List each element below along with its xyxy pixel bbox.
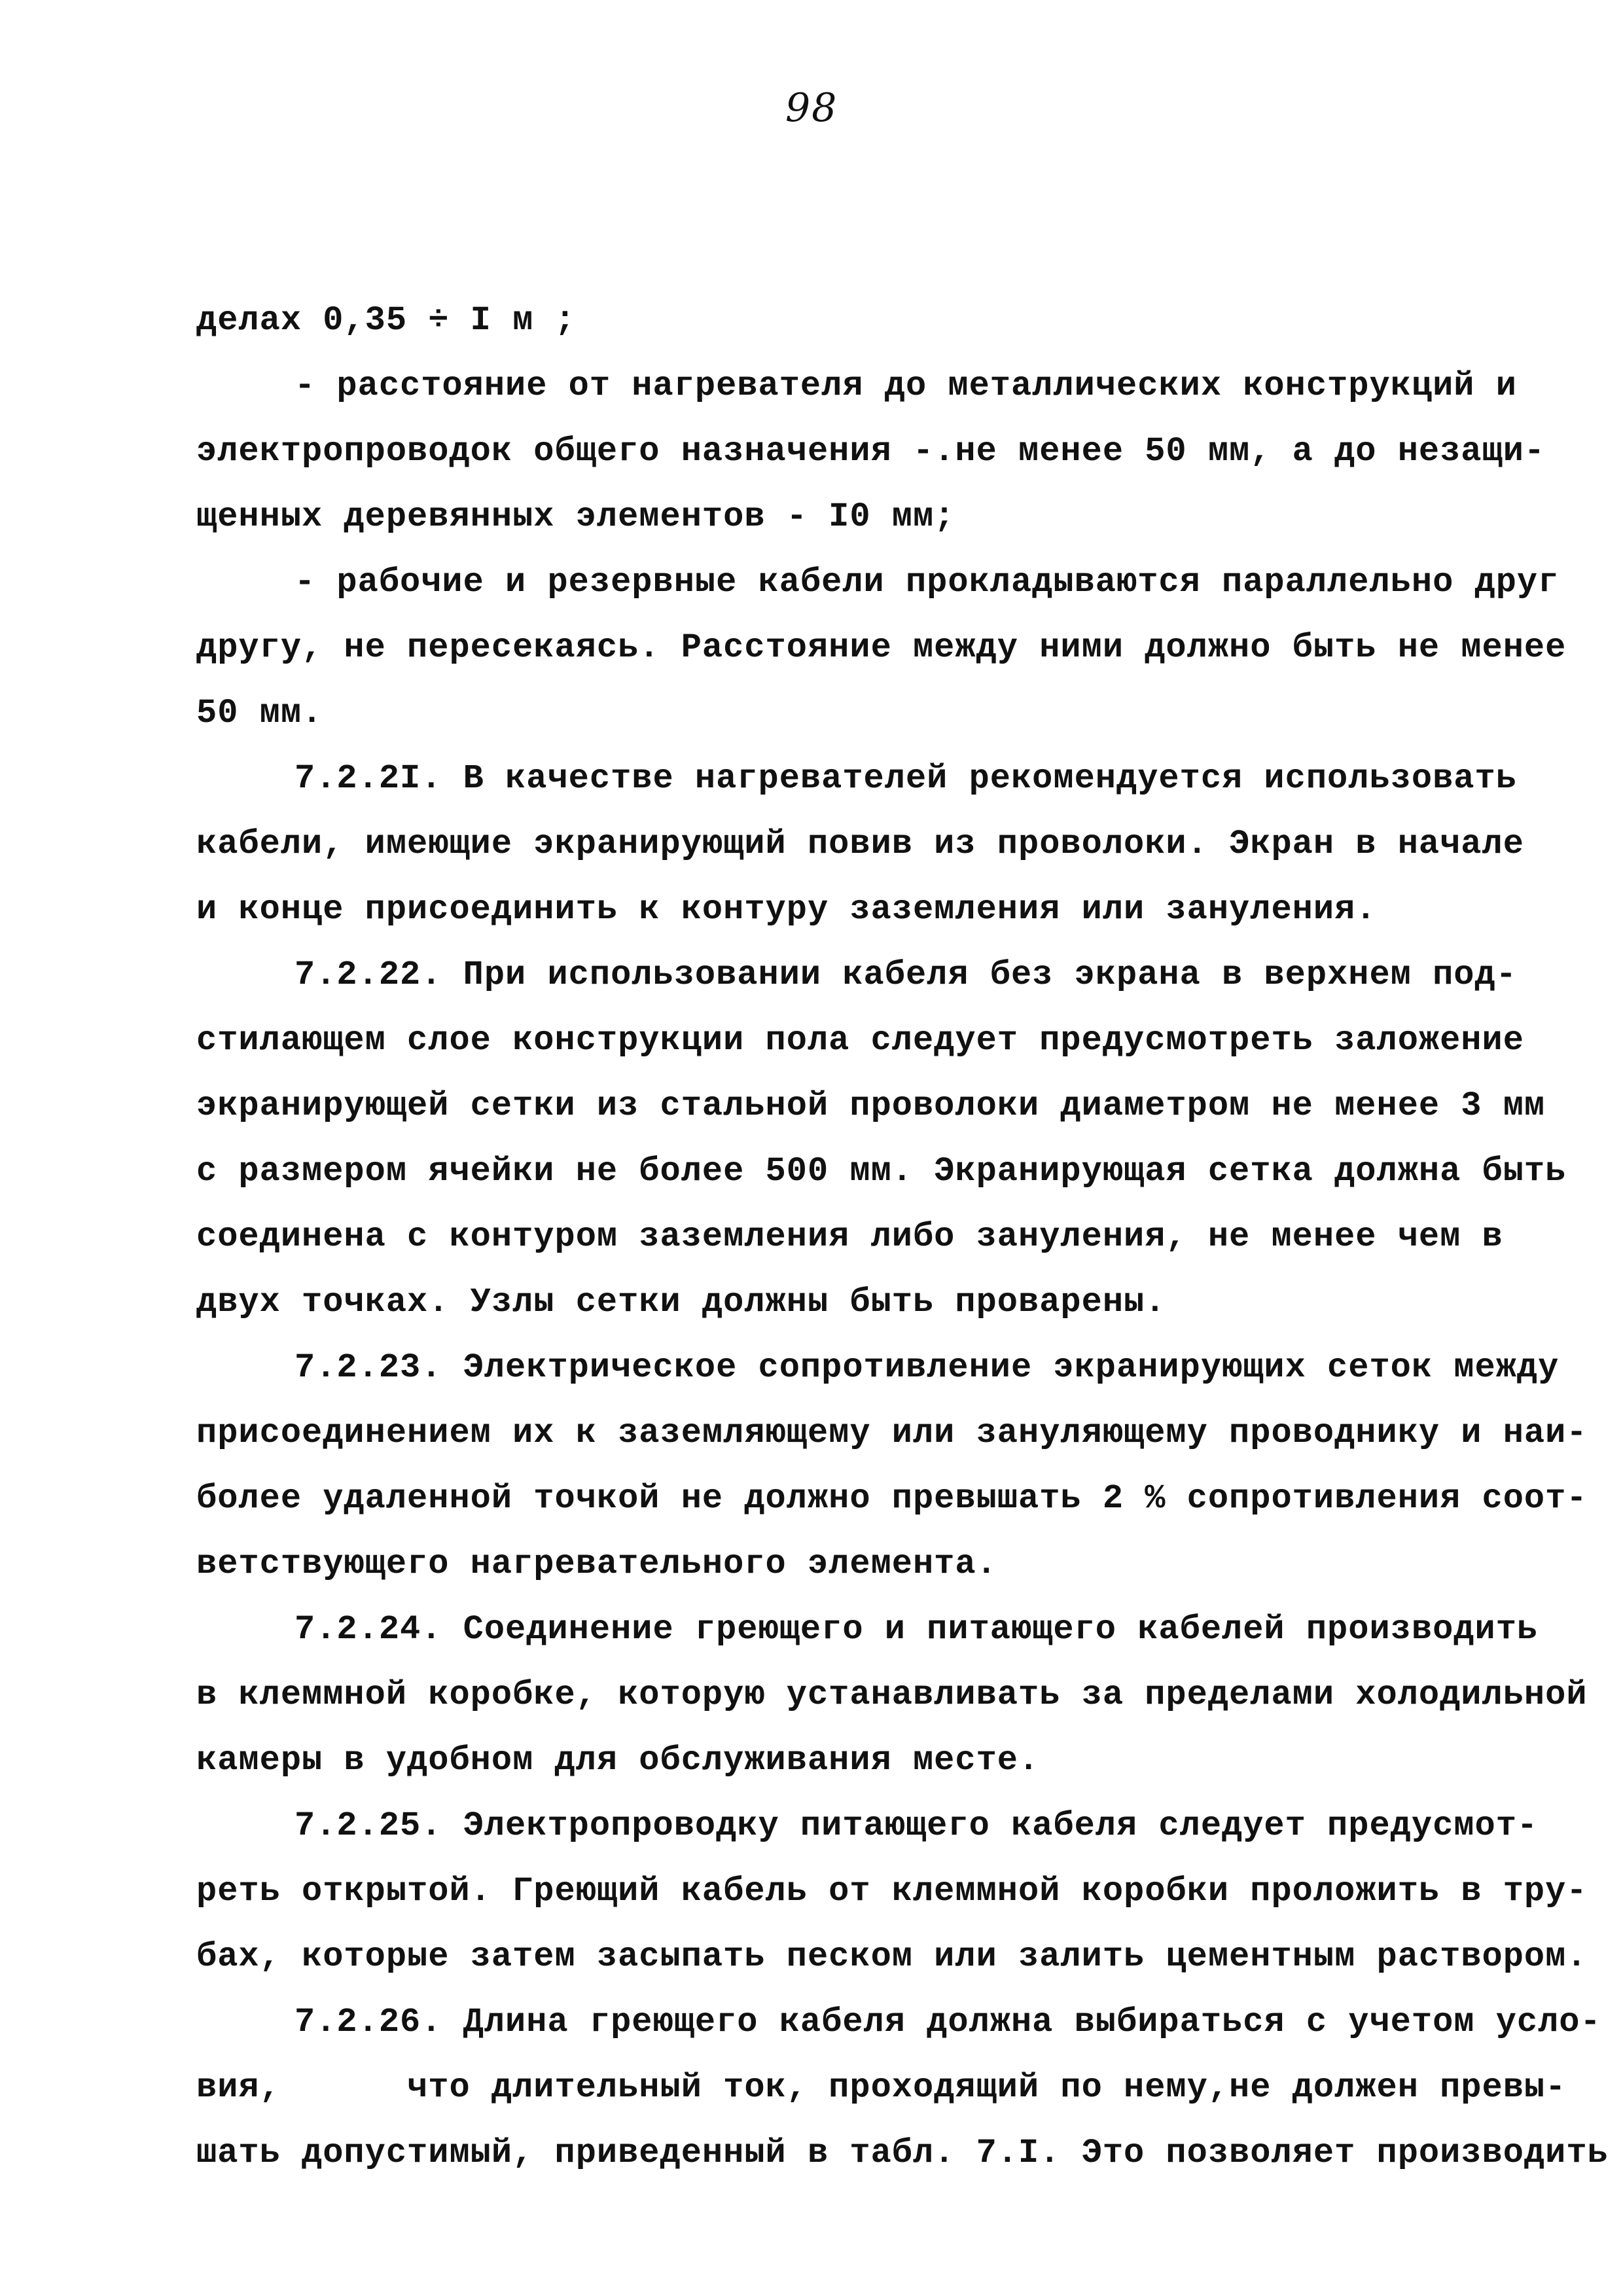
text-line: шать допустимый, приведенный в табл. 7.I. Это позволяет производить xyxy=(196,2134,1609,2172)
text-line: соединена с контуром заземления либо зануления, не менее чем в xyxy=(196,1217,1503,1256)
text-line: - расстояние от нагревателя до металлических конструкций и xyxy=(294,367,1517,405)
text-line: экранирующей сетки из стальной проволоки диаметром не менее 3 мм xyxy=(196,1086,1546,1125)
text-line: 50 мм. xyxy=(196,694,323,732)
text-line: 7.2.2I. В качестве нагревателей рекомендуется использовать xyxy=(294,759,1517,798)
text-line: делах 0,35 ÷ I м ; xyxy=(196,301,576,340)
document-body xyxy=(196,288,1609,2186)
text-line: стилающем слое конструкции пола следует предусмотреть заложение xyxy=(196,1021,1524,1060)
text-line: двух точках. Узлы сетки должны быть проварены. xyxy=(196,1283,1166,1321)
text-line: щенных деревянных элементов - I0 мм; xyxy=(196,497,955,536)
text-line: другу, не пересекаясь. Расстояние между ними должно быть не менее xyxy=(196,628,1567,667)
text-line: кабели, имеющие экранирующий повив из проволоки. Экран в начале xyxy=(196,825,1524,863)
page-number: 98 xyxy=(785,85,838,131)
text-line: с размером ячейки не более 500 мм. Экранирующая сетка должна быть xyxy=(196,1152,1567,1191)
text-line: 7.2.26. Длина греющего кабеля должна выбираться с учетом усло- xyxy=(294,2003,1601,2041)
text-line: более удаленной точкой не должно превышать 2 % сопротивления соот- xyxy=(196,1479,1588,1518)
text-line: 7.2.23. Электрическое сопротивление экранирующих сеток между xyxy=(294,1348,1560,1387)
text-line: реть открытой. Греющий кабель от клеммной коробки проложить в тру- xyxy=(196,1872,1588,1910)
text-line: 7.2.22. При использовании кабеля без экрана в верхнем под- xyxy=(294,956,1517,994)
text-line: вия, что длительный ток, проходящий по нему,не должен превы- xyxy=(196,2068,1567,2107)
text-line: камеры в удобном для обслуживания месте. xyxy=(196,1741,1040,1780)
text-line: - рабочие и резервные кабели прокладываются параллельно друг xyxy=(294,563,1560,601)
text-line: электропроводок общего назначения -.не менее 50 мм, а до незащи- xyxy=(196,432,1546,471)
text-line: в клеммной коробке, которую устанавливать за пределами холодильной xyxy=(196,1676,1588,1714)
text-line: бах, которые затем засыпать песком или залить цементным раствором. xyxy=(196,1937,1588,1976)
text-line: и конце присоединить к контуру заземления или зануления. xyxy=(196,890,1377,929)
text-line: 7.2.24. Соединение греющего и питающего кабелей производить xyxy=(294,1610,1539,1649)
text-line: ветствующего нагревательного элемента. xyxy=(196,1545,997,1583)
text-line: присоединением их к заземляющему или зануляющему проводнику и наи- xyxy=(196,1414,1588,1452)
text-line: 7.2.25. Электропроводку питающего кабеля следует предусмот- xyxy=(294,1806,1539,1845)
